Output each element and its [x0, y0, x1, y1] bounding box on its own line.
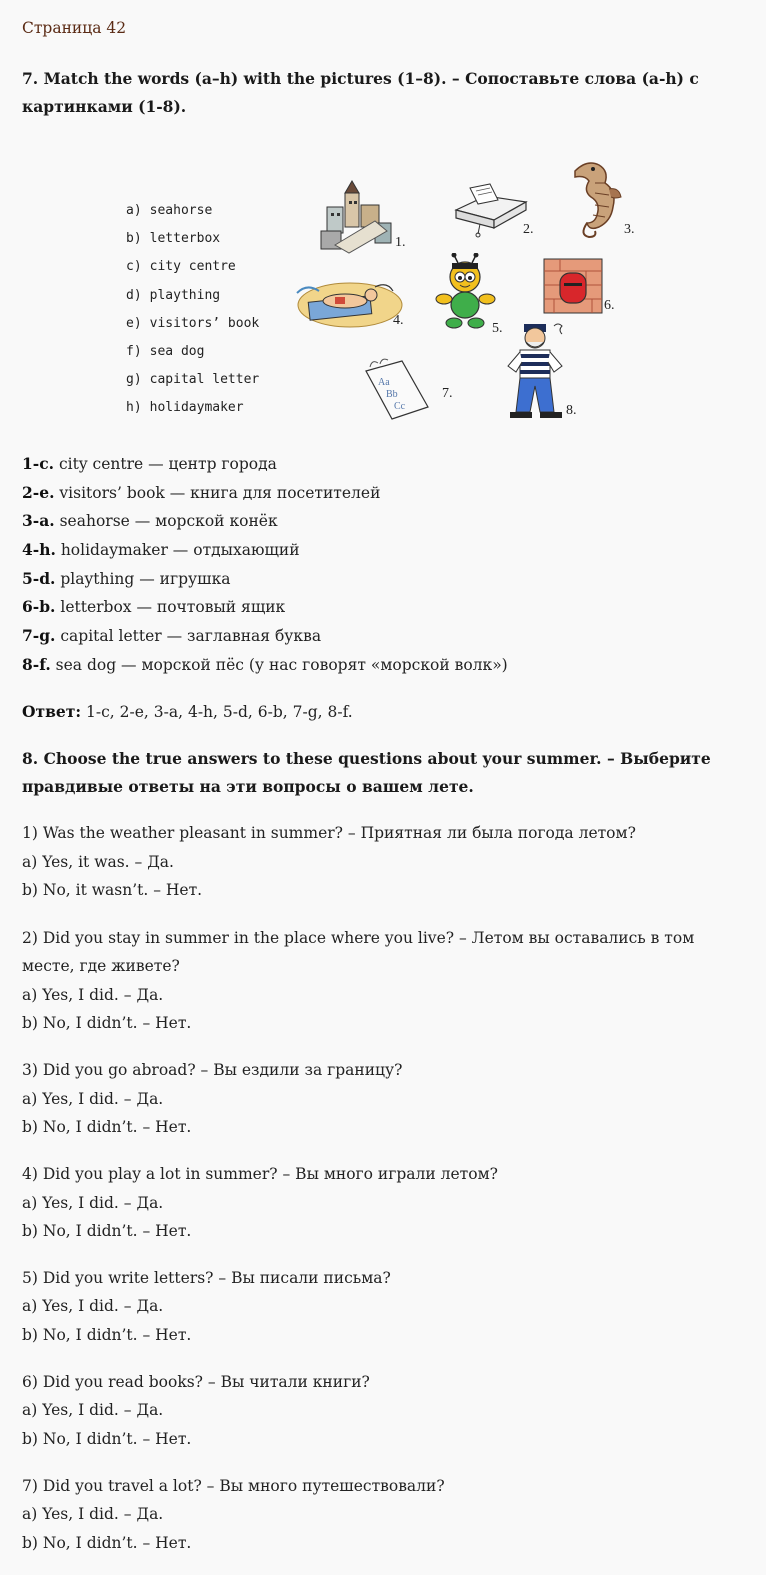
option-yes: a) Yes, I did. – Да. [22, 1297, 164, 1315]
picture-number: 3. [624, 222, 635, 237]
picture-number: 5. [492, 321, 503, 336]
picture-number: 8. [566, 403, 577, 418]
option-yes: a) Yes, I did. – Да. [22, 986, 164, 1004]
option-no: b) No, it wasn’t. – Нет. [22, 881, 203, 899]
svg-text:Aa: Aa [378, 377, 390, 388]
sea-dog-icon [502, 320, 572, 420]
option-yes: a) Yes, I did. – Да. [22, 1194, 164, 1212]
word-item: g) capital letter [126, 372, 260, 388]
answer-line: 1-c. city centre — центр города [22, 454, 277, 473]
word-item: b) letterbox [126, 231, 221, 247]
task8-title: 8. Choose the true answers to these questions about your summer. – Выберите правдивые ответы на эти вопросы о вашем лете. [22, 749, 711, 796]
answer-line: 4-h. holidaymaker — отдыхающий [22, 540, 300, 559]
word-item: f) sea dog [126, 343, 205, 359]
option-yes: a) Yes, I did. – Да. [22, 1505, 164, 1523]
answer-line: 2-e. visitors’ book — книга для посетителей [22, 483, 381, 502]
word-item: a) seahorse [126, 203, 213, 218]
picture-number: 6. [604, 298, 615, 313]
answer-line: 7-g. capital letter — заглавная буква [22, 626, 322, 645]
question-line: 3) Did you go abroad? – Вы ездили за границу? [22, 1061, 403, 1079]
option-no: b) No, I didn’t. – Нет. [22, 1118, 192, 1136]
option-no: b) No, I didn’t. – Нет. [22, 1014, 192, 1032]
word-item: e) visitors’ book [126, 315, 260, 331]
option-no: b) No, I didn’t. – Нет. [22, 1326, 192, 1344]
question-line: месте, где живете? [22, 957, 180, 975]
svg-text:Bb: Bb [386, 389, 398, 400]
seahorse-icon [565, 153, 627, 241]
option-no: b) No, I didn’t. – Нет. [22, 1534, 192, 1552]
picture-number: 7. [442, 386, 453, 401]
question-line: 2) Did you stay in summer in the place where you live? – Летом вы оставались в том [22, 929, 695, 947]
picture-number: 2. [523, 222, 534, 237]
answer-line: 6-b. letterbox — почтовый ящик [22, 597, 286, 616]
picture-number: 4. [393, 313, 404, 328]
question-line: 5) Did you write letters? – Вы писали письма? [22, 1269, 391, 1287]
answer-line: 3-a. seahorse — морской конёк [22, 511, 278, 530]
word-item: h) holidaymaker [126, 400, 244, 416]
plaything-icon [432, 253, 502, 331]
city-centre-icon [315, 175, 400, 255]
task7-title: 7. Match the words (a–h) with the pictures (1–8). – Сопоставьте слова (a-h) с картинками (1-8). [22, 69, 699, 116]
visitors-book-icon [450, 180, 530, 240]
page-heading: Страница 42 [22, 19, 127, 37]
option-yes: a) Yes, I did. – Да. [22, 1401, 164, 1419]
answer-line: 8-f. sea dog — морской пёс (у нас говорят «морской волк») [22, 655, 508, 674]
final-answer: Ответ: 1-c, 2-e, 3-a, 4-h, 5-d, 6-b, 7-g, 8-f. [22, 702, 353, 721]
option-yes: a) Yes, I did. – Да. [22, 1090, 164, 1108]
option-no: b) No, I didn’t. – Нет. [22, 1430, 192, 1448]
option-yes: a) Yes, it was. – Да. [22, 853, 174, 871]
question-line: 7) Did you travel a lot? – Вы много путешествовали? [22, 1477, 445, 1495]
word-list [126, 201, 259, 427]
word-item: c) city centre [126, 259, 236, 275]
svg-text:Cc: Cc [394, 401, 406, 412]
word-item: d) plaything [126, 287, 221, 303]
question-line: 4) Did you play a lot in summer? – Вы много играли летом? [22, 1165, 498, 1183]
holidaymaker-icon [295, 273, 405, 331]
question-line: 6) Did you read books? – Вы читали книги? [22, 1373, 370, 1391]
letterbox-icon [542, 257, 604, 315]
task7-figure [110, 145, 635, 430]
answer-line: 5-d. plaything — игрушка [22, 569, 231, 588]
option-no: b) No, I didn’t. – Нет. [22, 1222, 192, 1240]
picture-number: 1. [395, 235, 406, 250]
capital-letter-icon [362, 357, 432, 423]
question-line: 1) Was the weather pleasant in summer? – Приятная ли была погода летом? [22, 824, 636, 842]
